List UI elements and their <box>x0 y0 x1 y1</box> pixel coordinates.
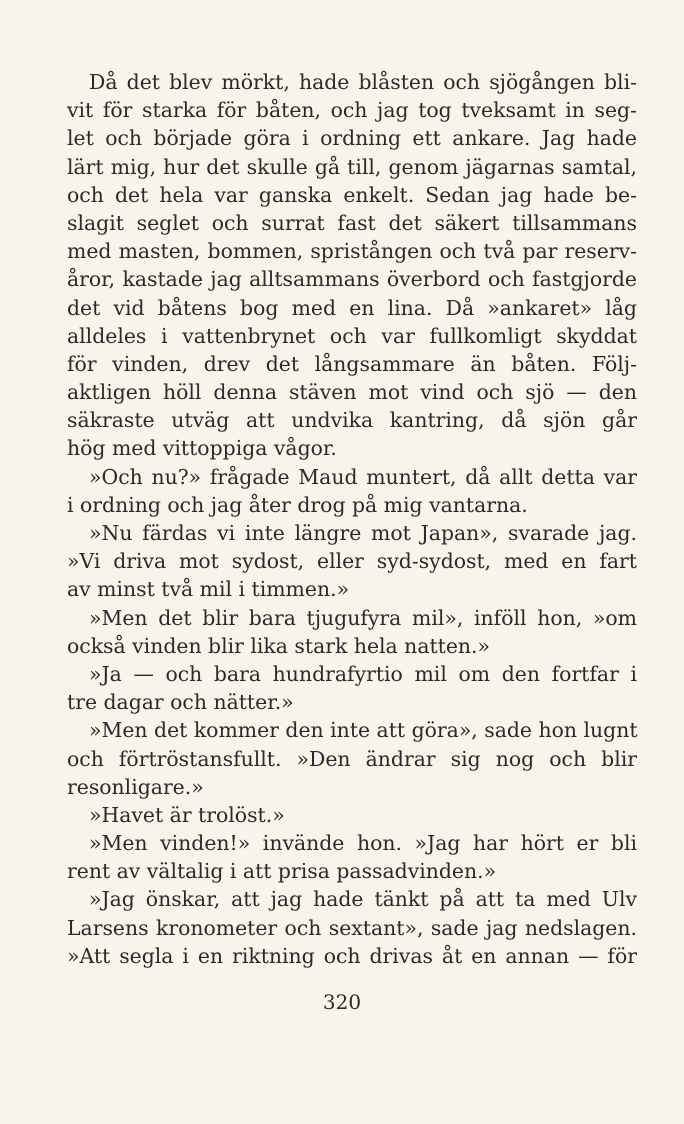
text-line: alldeles i vattenbrynet och var fullkomligt skyddat <box>67 323 637 348</box>
text-line: »Jag önskar, att jag hade tänkt på att ta med Ulv <box>89 887 637 912</box>
body-text <box>67 68 637 970</box>
text-line: »Men det blir bara tjugufyra mil», inföll hon, »om <box>89 605 637 630</box>
text-line: »Men vinden!» invände hon. »Jag har hört er bli <box>89 831 637 856</box>
text-line: »Och nu?» frågade Maud muntert, då allt detta var <box>89 464 637 489</box>
text-line: hög med vittoppiga vågor. <box>67 436 337 461</box>
text-line: Larsens kronometer och sextant», sade jag nedslagen. <box>67 915 637 940</box>
text-line: tre dagar och nätter.» <box>67 690 294 715</box>
text-line: åror, kastade jag alltsammans överbord och fastgjorde <box>67 267 637 292</box>
text-line: »Ja — och bara hundrafyrtio mil om den fortfar i <box>89 661 637 686</box>
text-line: i ordning och jag åter drog på mig vantarna. <box>67 492 528 517</box>
text-line: lärt mig, hur det skulle gå till, genom jägarnas samtal, <box>67 154 637 179</box>
text-line: »Men det kommer den inte att göra», sade hon lugnt <box>89 718 638 743</box>
text-line: det vid båtens bog med en lina. Då »ankaret» låg <box>67 295 637 320</box>
text-line: också vinden blir lika stark hela natten.» <box>67 633 491 658</box>
text-line: »Vi driva mot sydost, eller syd-sydost, med en fart <box>67 549 637 574</box>
text-line: slagit seglet och surrat fast det säkert tillsammans <box>67 210 637 235</box>
text-line: »Havet är trolöst.» <box>89 802 285 827</box>
text-line: Då det blev mörkt, hade blåsten och sjögången bli- <box>89 70 637 94</box>
text-line: »Nu färdas vi inte längre mot Japan», svarade jag. <box>89 521 637 545</box>
text-line: för vinden, drev det långsammare än båten. Följ- <box>67 351 637 376</box>
text-line: med masten, bommen, spristången och två par reserv- <box>67 239 637 264</box>
text-line: av minst två mil i timmen.» <box>67 577 350 602</box>
text-line: vit för starka för båten, och jag tog tveksamt in seg- <box>67 98 637 123</box>
text-line: resonligare.» <box>67 774 204 799</box>
text-line: säkraste utväg att undvika kantring, då sjön går <box>67 408 637 433</box>
text-line: »Att segla i en riktning och drivas åt en annan — för <box>67 943 637 968</box>
text-line: aktligen höll denna stäven mot vind och sjö — den <box>67 380 637 405</box>
page-number: 320 <box>322 990 362 1014</box>
text-line: rent av vältalig i att prisa passadvinden.» <box>67 859 497 884</box>
text-line: let och började göra i ordning ett ankare. Jag hade <box>67 126 637 151</box>
text-line: och förtröstansfullt. »Den ändrar sig nog och blir <box>67 746 637 771</box>
text-line: och det hela var ganska enkelt. Sedan jag hade be- <box>67 182 637 207</box>
